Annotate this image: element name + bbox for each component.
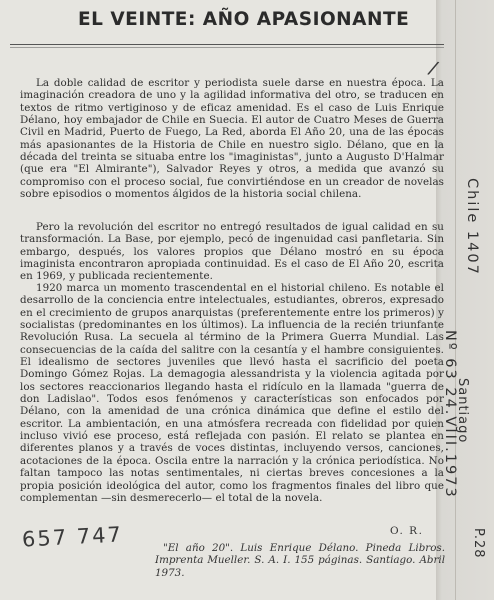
handwritten-margin-issue-date: Nº 63 24.VIII.1973 (442, 330, 458, 499)
article-paragraph-3: 1920 marca un momento trascendental en el historial chileno. Es notable el desarrollo de la conciencia entre intelectuales, estudiantes, obreros, expresado en el crecimiento de grupos anarquistas (preferentemente entre los primeros) y socialistas (predominantes en los últimos). La influencia de la recién triunfante Revolución Rusa. La secuela al término de la Primera Guerra Mundial. Las consecuencias de la caída del salitre con la cesantía y el hambre consiguientes. El idealismo de sectores juveniles que llevó hasta el sacrificio del poeta Domingo Gómez Rojas. La demagogia alessandrista y la violencia agitada por los sectores reaccionarios llegando hasta el ridículo en la llamada "guerra de don Ladislao". Todos esos fenómenos y características son enfocados por Délano, con la amenidad de una crónica dinámica que define el estilo del escritor. La ambientación, en una atmósfera recreada con fidelidad por quien incluso vivió ese proceso, está reflejada con pasión. El relato se plantea en diferentes planos y a través de voces distintas, incluyendo versos, canciones, acotaciones de la época. Oscila entre la narración y la crónica periodística. No faltan tampoco las notas sentimentales, ni ciertas breves concesiones a la propia posición ideológica del autor, como los fragmentos finales del libro que complementan —sin desmerecerlo— el total de la novela. (20, 282, 444, 504)
article-paragraph-2: Pero la revolución del escritor no entregó resultados de igual calidad en su transformación. La Base, por ejemplo, pecó de ingenuidad casi panfletaria. Sin embargo, después, los valores propios que Délano mostró en su época imaginista encontraron apropiada continuidad. Es el caso de El Año 20, escrita en 1969, y publicada recientemente. (20, 221, 444, 283)
article-title: EL VEINTE: AÑO APASIONANTE (78, 9, 410, 30)
handwritten-margin-source: Chile 1407 (464, 178, 480, 276)
title-rule (10, 44, 444, 45)
article-paragraph-1: La doble calidad de escritor y periodista suele darse en nuestra época. La imaginación creadora de uno y la agilidad informativa del otro, se traducen en textos de ritmo vertiginoso y de eficaz amenidad. Es el caso de Luis Enrique Délano, hoy embajador de Chile en Suecia. El autor de Cuatro Meses de Guerra Civil en Madrid, Puerto de Fuego, La Red, aborda El Año 20, una de las épocas más apasionantes de la Historia de Chile en nuestro siglo. Délano, que en la década del treinta se situaba entre los "imaginistas", junto a Augusto D'Halmar (que era "El Almirante"), Salvador Reyes y otros, a medida que avanzó su compromiso con el proceso social, fue convirtiéndose en un creador de novelas sobre episodios o momentos álgidos de la historia social chilena. (20, 77, 444, 201)
clipping-edge (455, 0, 456, 600)
handwritten-archive-number: 657 747 (21, 522, 124, 552)
handwritten-margin-city: Santiago (455, 378, 470, 444)
title-rule-thin (10, 47, 444, 48)
book-citation: "El año 20". Luis Enrique Délano. Pineda Libros. Imprenta Mueller. S. A. I. 155 páginas. Santiago. Abril 1973. (155, 542, 445, 579)
handwritten-page-ref: P.28 (471, 528, 486, 559)
author-initials: O. R. (390, 525, 424, 537)
handwritten-tick-mark: / (425, 56, 442, 81)
